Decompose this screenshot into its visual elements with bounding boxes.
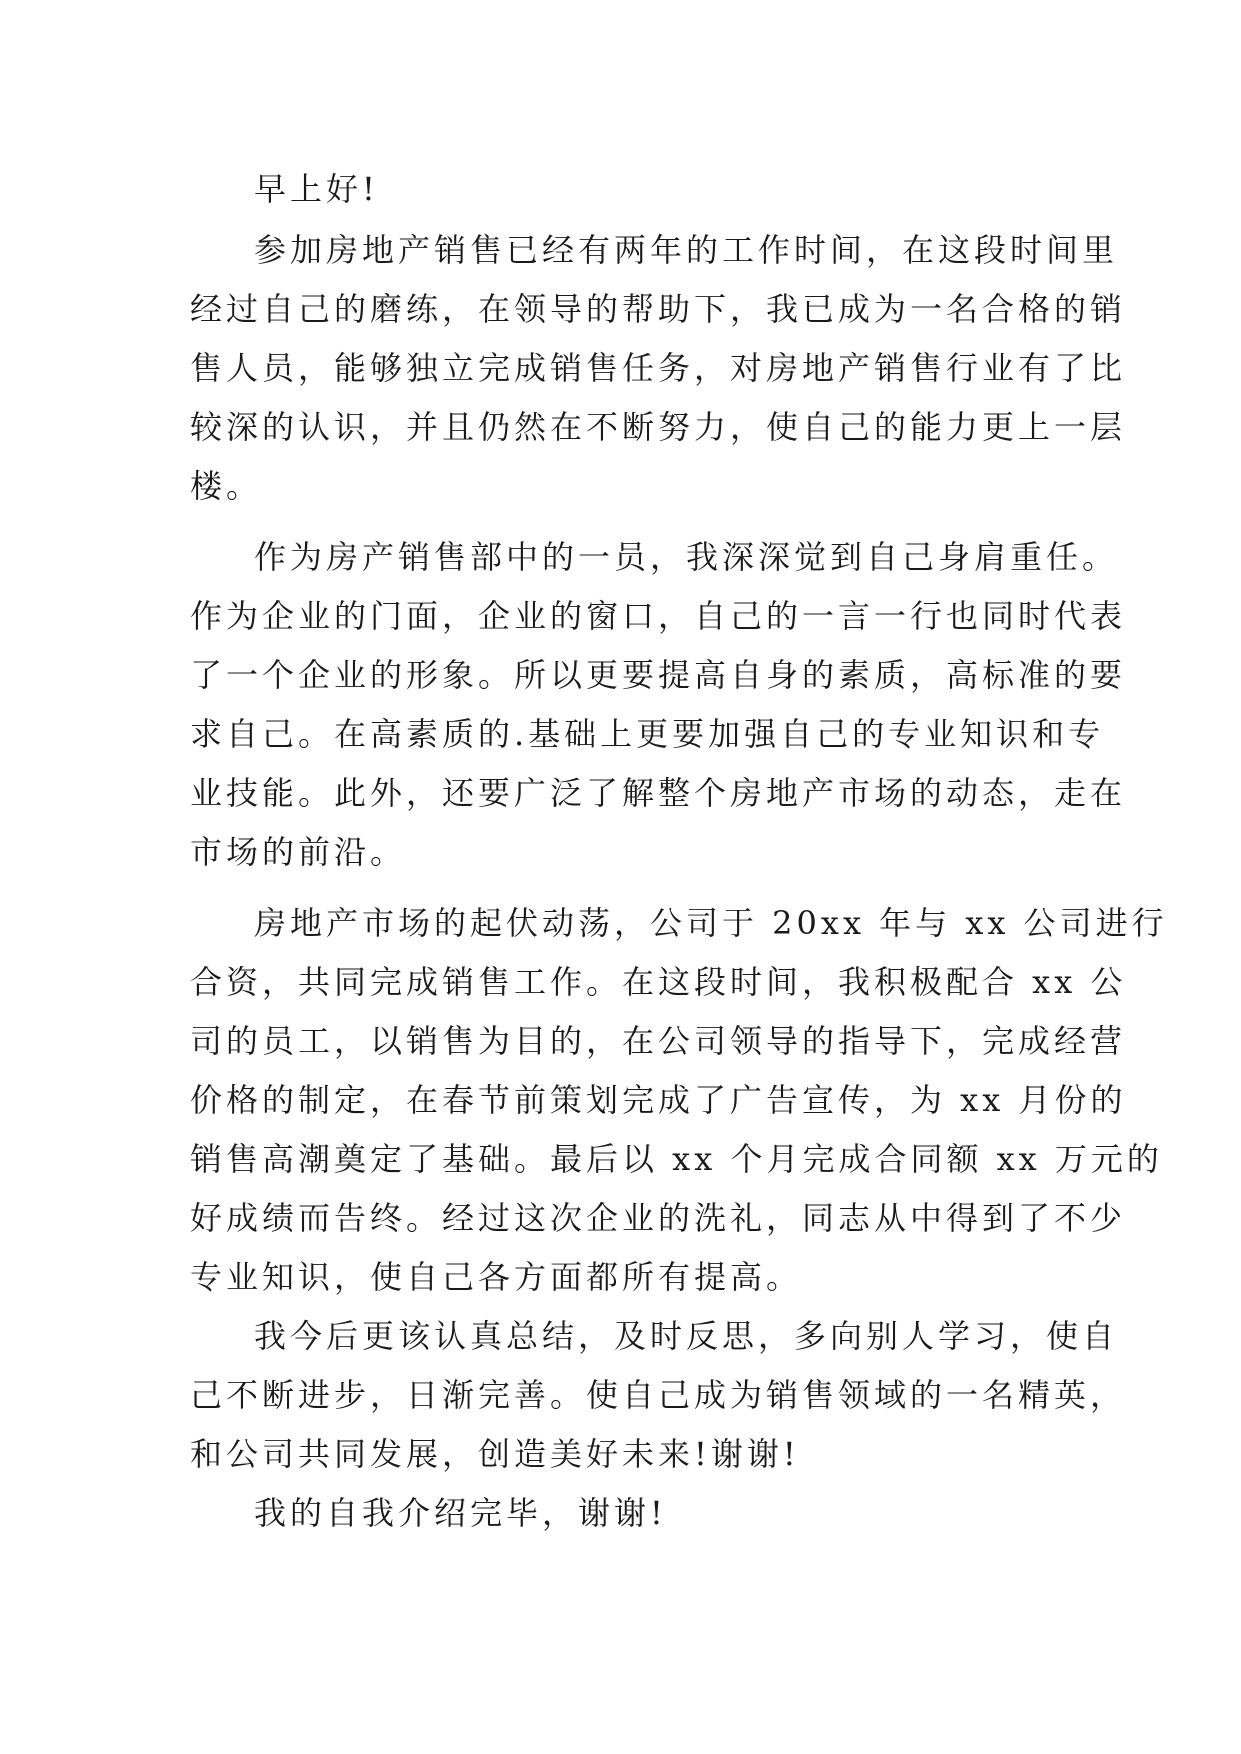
paragraph-line: 市场的前沿。 (190, 833, 407, 871)
paragraph-3 (190, 894, 1168, 1307)
paragraph-line: 业技能。此外，还要广泛了解整个房地产市场的动态，走在 (190, 774, 1127, 812)
paragraph-line: 较深的认识，并且仍然在不断努力，使自己的能力更上一层 (190, 408, 1127, 446)
paragraph-line: 和公司共同发展，创造美好未来!谢谢! (190, 1435, 800, 1473)
paragraph-line: 己不断进步，日渐完善。使自己成为销售领域的一名精英， (190, 1376, 1127, 1414)
paragraph-line: 我今后更该认真总结，及时反思，多向别人学习，使自 (254, 1317, 1119, 1355)
paragraph-line: 司的员工，以销售为目的，在公司领导的指导下，完成经营 (190, 1022, 1127, 1060)
paragraph-line: 销售高潮奠定了基础。最后以 xx 个月完成合同额 xx 万元的 (190, 1140, 1163, 1178)
paragraph-line: 楼。 (190, 467, 263, 505)
paragraph-line: 作为房产销售部中的一员，我深深觉到自己身肩重任。 (254, 538, 1119, 576)
paragraph-line: 了一个企业的形象。所以更要提高自身的素质，高标准的要 (190, 656, 1127, 694)
paragraph-line: 作为企业的门面，企业的窗口，自己的一言一行也同时代表 (190, 597, 1127, 635)
paragraph-line: 专业知识，使自己各方面都所有提高。 (190, 1258, 803, 1296)
paragraph-line: 求自己。在高素质的.基础上更要加强自己的专业知识和专 (190, 715, 1105, 753)
paragraph-4 (190, 1307, 1127, 1484)
paragraph-line: 好成绩而告终。经过这次企业的洗礼，同志从中得到了不少 (190, 1199, 1127, 1237)
paragraph-line: 售人员，能够独立完成销售任务，对房地产销售行业有了比 (190, 349, 1127, 387)
document-body (190, 160, 1168, 1543)
paragraph-2 (190, 528, 1127, 882)
paragraph-line: 合资，共同完成销售工作。在这段时间，我积极配合 xx 公 (190, 963, 1127, 1001)
paragraph-line: 经过自己的磨练，在领导的帮助下，我已成为一名合格的销 (190, 290, 1127, 328)
closing-line: 我的自我介绍完毕，谢谢! (254, 1494, 667, 1532)
paragraph-line: 房地产市场的起伏动荡，公司于 20xx 年与 xx 公司进行 (254, 904, 1168, 942)
paragraph-5 (190, 1484, 1060, 1543)
paragraph-line: 价格的制定，在春节前策划完成了广告宣传，为 xx 月份的 (190, 1081, 1127, 1119)
paragraph-1 (190, 221, 1127, 516)
paragraph-line: 参加房地产销售已经有两年的工作时间，在这段时间里 (254, 231, 1119, 269)
greeting-line: 早上好! (254, 170, 379, 208)
